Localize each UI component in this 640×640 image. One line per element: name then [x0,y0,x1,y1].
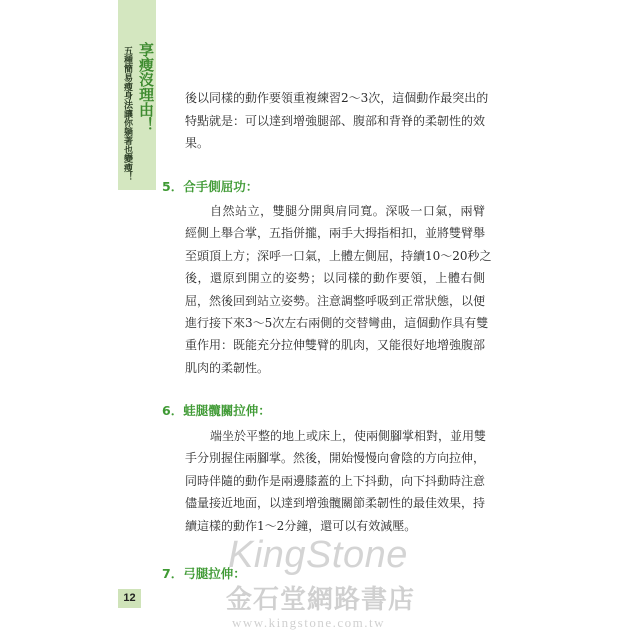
watermark-store-name: 金石堂網路書店 [226,585,416,615]
section-5-line: 肌肉的柔韌性。 [185,361,270,375]
section-7-heading: 7．弓腿拉伸： [162,566,246,581]
section-6-line: 續這樣的動作1～2分鐘，還可以有效減壓。 [185,519,417,533]
section-6-heading: 6．蛙腿髖關拉伸： [162,403,271,418]
section-5-line: 屈，然後回到站立姿勢。注意調整呼吸到正常狀態，以便 [185,294,486,308]
section-5-line: 至頭頂上方；深呼一口氣，上體左側屈，持續10～20秒之 [185,249,492,263]
running-subtitle: 五種簡易瘦身法讓你躺著也變瘦！ [122,46,132,181]
watermark-url: www.kingstone.com.tw [232,615,386,630]
running-title: 享瘦沒理由！ [137,42,155,132]
watermark-brand: KingStone [228,534,408,576]
intro-line: 特點就是：可以達到增強腿部、腹部和背脊的柔韌性的效 [185,114,486,128]
section-5-line: 重作用：既能充分拉伸雙臂的肌肉，又能很好地增強腹部 [185,338,486,352]
intro-line: 果。 [185,136,210,150]
section-6-line: 端坐於平整的地上或床上，使兩側腳掌相對，並用雙 [210,429,487,443]
section-5-line: 進行接下來3～5次左右兩側的交替彎曲，這個動作具有雙 [185,316,489,330]
section-6-line: 儘量接近地面，以達到增強髖關節柔韌性的最佳效果，持 [185,496,486,510]
section-5-line: 後，還原到開立的姿勢；以同樣的動作要領，上體右側 [185,271,485,285]
section-5-heading: 5．合手側屈功： [162,179,259,194]
section-6-line: 手分別握住兩腳掌。然後，開始慢慢向會陰的方向拉伸， [185,451,486,465]
section-5-line: 自然站立，雙腿分開與肩同寬。深吸一口氣，兩臂 [210,204,485,218]
section-6-line: 同時伴隨的動作是兩邊膝蓋的上下抖動，向下抖動時注意 [185,474,486,488]
page-number: 12 [118,589,141,608]
section-5-line: 經側上舉合掌，五指併攏，兩手大拇指相扣，並將雙臂舉 [185,226,486,240]
intro-line: 後以同樣的動作要領重複練習2～3次，這個動作最突出的 [185,91,489,105]
